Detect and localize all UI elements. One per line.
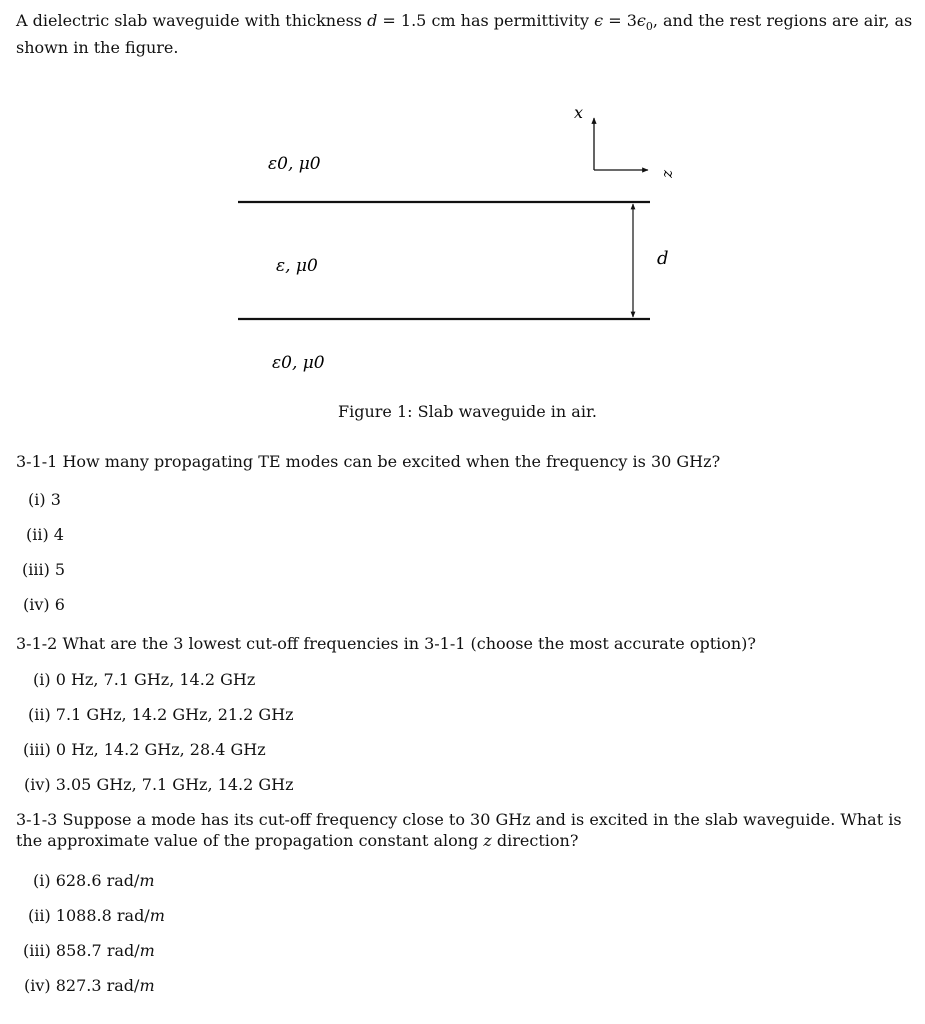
eps0-symbol: ϵ (636, 11, 646, 30)
x-axis-label: x (574, 103, 584, 122)
intro-text-3: = 3 (603, 11, 637, 30)
q1-option: (i) 3 (28, 490, 61, 509)
thickness-label: d (657, 248, 669, 269)
z-axis-label: z (660, 170, 678, 178)
q1-option: (iii) 5 (22, 560, 66, 579)
q3-option: (i) 628.6 rad/m (33, 871, 155, 890)
intro-text-1: A dielectric slab waveguide with thickness (16, 11, 368, 30)
q2-option: (i) 0 Hz, 7.1 GHz, 14.2 GHz (33, 670, 256, 689)
q3-option: (iv) 827.3 rad/m (24, 976, 155, 995)
q2-option: (iv) 3.05 GHz, 7.1 GHz, 14.2 GHz (24, 775, 294, 794)
top-region-label: ε0, μ0 (268, 154, 321, 174)
thickness-symbol: d (367, 11, 378, 30)
figure-svg (0, 90, 925, 390)
q2-option: (iii) 0 Hz, 14.2 GHz, 28.4 GHz (23, 740, 266, 759)
q2-option: (ii) 7.1 GHz, 14.2 GHz, 21.2 GHz (28, 705, 294, 724)
intro-text-2: = 1.5 cm has permittivity (377, 11, 595, 30)
q1-option: (ii) 4 (26, 525, 64, 544)
eps0-subscript: 0 (645, 20, 653, 34)
intro-text-4: , and the rest regions are air, as shown in the figure. (16, 11, 913, 58)
problem-statement (16, 10, 916, 58)
q3-text-a: 3-1-3 Suppose a mode has its cut-off frequency close to 30 GHz and is excited in the slab waveguide. What is the approximate value of the propagation constant along (16, 810, 902, 850)
slab-waveguide-figure (0, 90, 925, 390)
question-3-1-3 (16, 809, 906, 851)
q1-option: (iv) 6 (23, 595, 65, 614)
q3-z-symbol: z (483, 831, 492, 850)
question-3-1-1: 3-1-1 How many propagating TE modes can be excited when the frequency is 30 GHz? (16, 452, 721, 471)
slab-region-label: ε, μ0 (276, 256, 318, 276)
question-3-1-2: 3-1-2 What are the 3 lowest cut-off frequencies in 3-1-1 (choose the most accurate option)? (16, 634, 756, 653)
bottom-region-label: ε0, μ0 (272, 353, 325, 373)
permittivity-symbol: ϵ (594, 11, 604, 30)
q3-option: (ii) 1088.8 rad/m (28, 906, 165, 925)
q3-text-b: direction? (491, 831, 579, 850)
q3-option: (iii) 858.7 rad/m (23, 941, 155, 960)
figure-caption: Figure 1: Slab waveguide in air. (338, 402, 597, 421)
